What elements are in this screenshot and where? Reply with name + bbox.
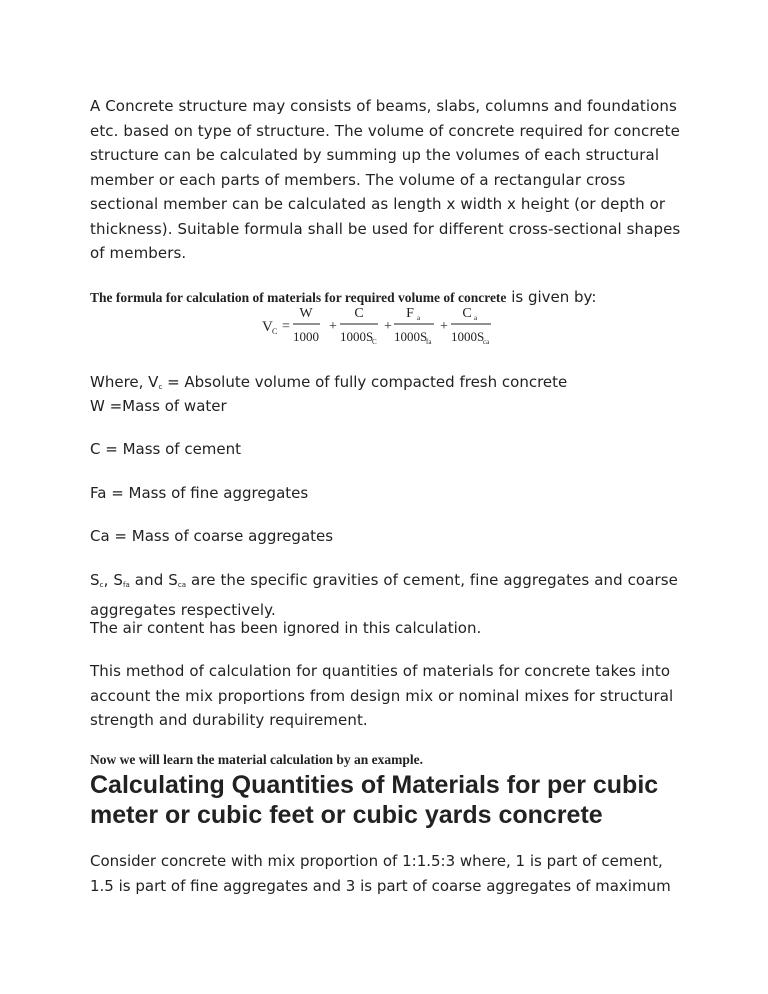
definition-w: W =Mass of water	[90, 397, 227, 415]
formula-lhs: V	[262, 319, 273, 335]
formula-term1-num: W	[299, 306, 313, 321]
formula-term3-den: 1000S	[394, 329, 428, 344]
section-heading: Calculating Quantities of Materials for per cubic meter or cubic feet or cubic yards concrete	[90, 771, 659, 829]
sg-fine-symbol: S	[113, 571, 123, 589]
formula-intro-bold: The formula for calculation of materials for required volume of concrete	[90, 290, 507, 305]
sg-coarse-sub: ca	[177, 581, 187, 589]
sg-sep-1: ,	[103, 571, 114, 589]
formula-term3-num: F	[406, 306, 414, 321]
formula-term3-num-sub: a	[417, 314, 421, 322]
formula-plus-1: +	[329, 319, 337, 334]
formula-intro-rest: is given by:	[506, 288, 597, 306]
formula-term4-den-sub: ca	[483, 338, 490, 346]
sg-cement-sub: c	[99, 581, 104, 589]
sg-sep-2: and	[129, 571, 169, 589]
definition-fa: Fa = Mass of fine aggregates	[90, 484, 309, 502]
definition-vc	[90, 373, 567, 391]
formula-term1-den: 1000	[293, 329, 319, 344]
method-paragraph: This method of calculation for quantities of materials for concrete takes into account the mix proportions from design mix or nominal mixes for structural strength and durability requirement.	[90, 662, 674, 729]
definition-ca: Ca = Mass of coarse aggregates	[90, 527, 334, 545]
example-line: Now we will learn the material calculation by an example.	[90, 752, 423, 767]
formula-term2-den-sub: C	[372, 338, 377, 346]
formula-term2-den: 1000S	[340, 329, 374, 344]
specific-gravity-paragraph	[90, 568, 690, 622]
formula-plus-3: +	[440, 319, 448, 334]
formula-term3-den-sub: fa	[426, 338, 432, 346]
consider-line-1: Consider concrete with mix proportion of 1:1.5:3 where, 1 is part of cement,	[90, 852, 663, 870]
formula-plus-2: +	[384, 319, 392, 334]
formula-term2-num: C	[354, 306, 364, 321]
definition-vc-text: = Absolute volume of fully compacted fresh concrete	[162, 373, 568, 391]
concrete-volume-formula	[262, 304, 512, 348]
sg-coarse-symbol: S	[168, 571, 178, 589]
definition-vc-sub: c	[158, 383, 163, 391]
consider-line-2: 1.5 is part of fine aggregates and 3 is part of coarse aggregates of maximum	[90, 877, 671, 895]
formula-term4-num: C	[462, 306, 472, 321]
formula-lhs-sub: C	[272, 327, 278, 336]
formula-equals: =	[282, 319, 290, 334]
formula-term4-den: 1000S	[451, 329, 485, 344]
air-content-note: The air content has been ignored in this calculation.	[90, 619, 482, 637]
definition-vc-prefix: Where, V	[90, 373, 159, 391]
intro-paragraph: A Concrete structure may consists of beams, slabs, columns and foundations etc. based on type of structure. The volume of concrete required for concrete structure can be calculated by summing up the volumes of each structural member or each parts of members. The volume of a rectangular cross sectional member can be calculated as length x width x height (or depth or thickness). Suitable formula shall be used for different cross-sectional shapes of members.	[90, 97, 681, 262]
sg-cement-symbol: S	[90, 571, 100, 589]
definition-c: C = Mass of cement	[90, 440, 242, 458]
sg-text: are the specific gravities of cement, fine aggregates and coarse aggregates respectively.	[90, 571, 679, 619]
sg-fine-sub: fa	[122, 581, 130, 589]
formula-term4-num-sub: a	[474, 314, 478, 322]
